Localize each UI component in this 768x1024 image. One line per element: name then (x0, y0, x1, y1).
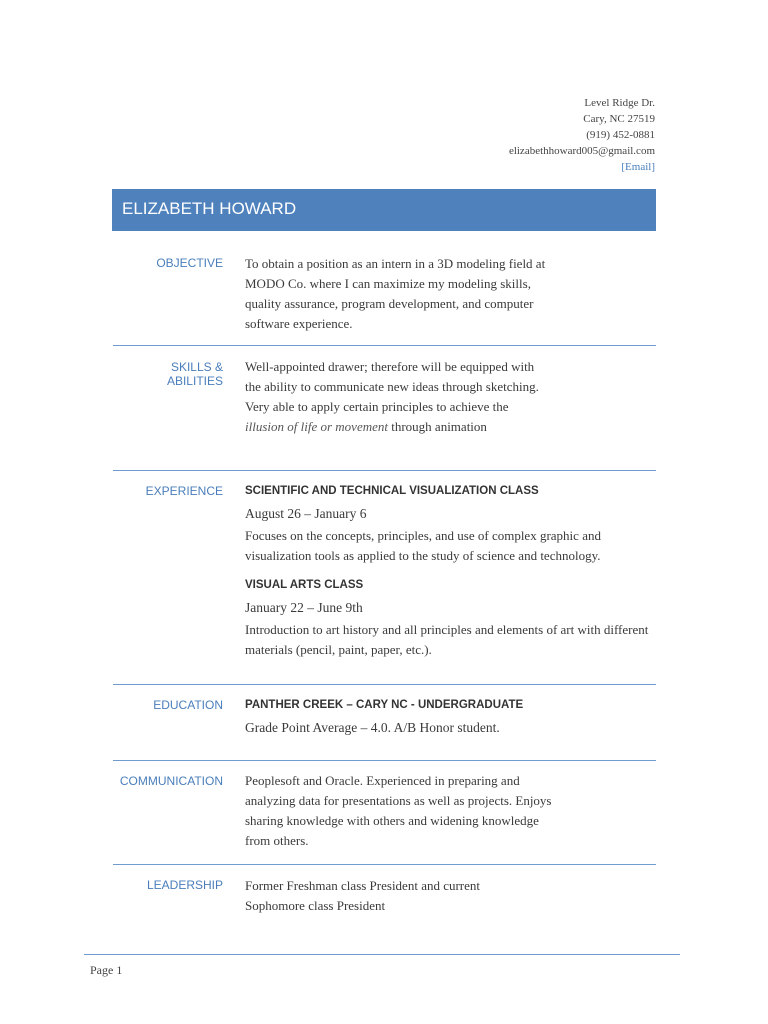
contact-email: elizabethhoward005@gmail.com (508, 145, 655, 157)
leadership-label: LEADERSHIP (146, 878, 223, 892)
education-label: EDUCATION (153, 698, 223, 712)
communication-text: Peoplesoft and Oracle. Experienced in preparing and analyzing data for presentations as well as projects. Enjoys sharing knowledge with others and widening knowledge from others. (245, 773, 552, 848)
experience-list (245, 482, 656, 660)
objective-label: OBJECTIVE (156, 256, 223, 270)
divider (113, 470, 656, 471)
skills-text-part: Well-appointed drawer; therefore will be equipped with the ability to communicate new ideas through sketching. Very able to apply certain principles to achieve the (245, 359, 539, 414)
contact-street: Level Ridge Dr. (584, 97, 655, 109)
education-content (245, 696, 656, 738)
footer-divider (84, 954, 680, 955)
experience-title: SCIENTIFIC AND TECHNICAL VISUALIZATION CLASS (245, 485, 539, 497)
skills-text-italic: illusion of life or movement (245, 419, 388, 434)
contact-block (509, 95, 655, 175)
experience-label: EXPERIENCE (145, 484, 223, 498)
leadership-text: Former Freshman class President and current Sophomore class President (245, 878, 481, 913)
candidate-name: ELIZABETH HOWARD (122, 199, 297, 218)
email-link[interactable]: [Email] (621, 161, 655, 173)
experience-title: VISUAL ARTS CLASS (245, 579, 364, 591)
experience-item (245, 482, 656, 566)
experience-dates: August 26 – January 6 (245, 506, 367, 521)
contact-phone: (919) 452-0881 (586, 129, 655, 141)
skills-text-part: through animation (387, 419, 487, 434)
skills-text (245, 357, 550, 437)
experience-description: Introduction to art history and all principles and elements of art with different materials (pencil, paint, paper, etc.). (245, 622, 649, 657)
communication-label: COMMUNICATION (119, 774, 223, 788)
experience-item (245, 576, 656, 660)
education-title: PANTHER CREEK – CARY NC - UNDERGRADUATE (245, 699, 524, 711)
education-text: Grade Point Average – 4.0. A/B Honor student. (245, 720, 500, 735)
divider (113, 864, 656, 865)
contact-city: Cary, NC 27519 (583, 113, 655, 125)
experience-description: Focuses on the concepts, principles, and use of complex graphic and visualization tools as applied to the study of science and technology. (245, 528, 601, 563)
page-number: Page 1 (90, 963, 123, 977)
divider (113, 345, 656, 346)
divider (113, 760, 656, 761)
experience-dates: January 22 – June 9th (245, 600, 363, 615)
name-banner (112, 189, 656, 231)
objective-text: To obtain a position as an intern in a 3D modeling field at MODO Co. where I can maximize my modeling skills, quality assurance, program development, and computer software experience. (245, 256, 546, 331)
divider (113, 684, 656, 685)
skills-label: SKILLS & ABILITIES (166, 360, 223, 388)
